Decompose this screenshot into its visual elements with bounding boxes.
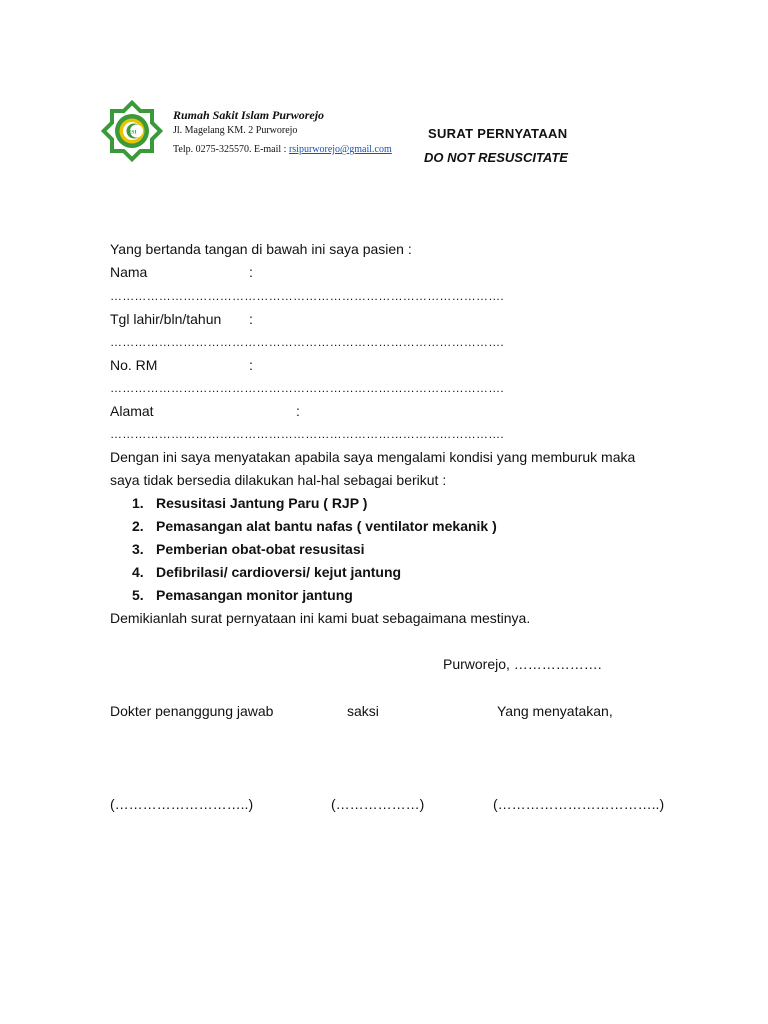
logo-text: RSI: [127, 129, 137, 136]
field-label-name: Nama: [110, 264, 148, 280]
signature-line-witness[interactable]: (………………): [331, 796, 425, 812]
field-label-address: Alamat: [110, 403, 154, 419]
field-label-birthdate: Tgl lahir/bln/tahun: [110, 311, 222, 327]
list-item: [110, 584, 497, 607]
hospital-email-link[interactable]: rsipurworejo@gmail.com: [288, 144, 392, 155]
list-item: [110, 515, 497, 538]
hospital-phone: Telp. 0275-325570. E-mail :: [173, 144, 289, 155]
place-date[interactable]: Purworejo, ……………….: [443, 656, 602, 672]
refused-procedures-list: [110, 492, 497, 607]
list-item: [110, 492, 497, 515]
list-item-text: Pemasangan alat bantu nafas ( ventilator mekanik ): [156, 518, 497, 534]
field-colon: :: [296, 403, 300, 419]
document-subtitle: DO NOT RESUSCITATE: [424, 150, 568, 165]
list-item-number: 4.: [132, 564, 144, 580]
field-dotted-line-address[interactable]: …………………………………………………………………………………….: [110, 427, 504, 441]
closing-text: Demikianlah surat pernyataan ini kami buat sebagaimana mestinya.: [110, 610, 531, 626]
field-dotted-line-birthdate[interactable]: …………………………………………………………………………………….: [110, 335, 504, 349]
statement-line-2: saya tidak bersedia dilakukan hal-hal sebagai berikut :: [110, 472, 447, 488]
field-label-medical-record: No. RM: [110, 357, 158, 373]
signature-line-doctor[interactable]: (………………………..): [110, 796, 254, 812]
list-item-number: 3.: [132, 541, 144, 557]
list-item-text: Pemasangan monitor jantung: [156, 587, 353, 603]
list-item-number: 5.: [132, 587, 144, 603]
signatory-declarant-label: Yang menyatakan,: [497, 703, 613, 719]
list-item: [110, 538, 497, 561]
field-dotted-line-name[interactable]: …………………………………………………………………………………….: [110, 289, 504, 303]
list-item-number: 2.: [132, 518, 144, 534]
hospital-logo: [101, 100, 163, 162]
field-dotted-line-medical-record[interactable]: …………………………………………………………………………………….: [110, 381, 504, 395]
signature-line-declarant[interactable]: (……………………………..): [493, 796, 665, 812]
list-item-text: Defibrilasi/ cardioversi/ kejut jantung: [156, 564, 402, 580]
field-colon: :: [249, 264, 253, 280]
signatory-witness-label: saksi: [347, 703, 379, 719]
list-item-text: Pemberian obat-obat resusitasi: [156, 541, 365, 557]
signatory-doctor-label: Dokter penanggung jawab: [110, 703, 274, 719]
field-colon: :: [249, 357, 253, 373]
list-item-text: Resusitasi Jantung Paru ( RJP ): [156, 495, 368, 511]
hospital-address: Jl. Magelang KM. 2 Purworejo: [173, 125, 298, 136]
document-title: SURAT PERNYATAAN: [428, 126, 568, 141]
hospital-name: Rumah Sakit Islam Purworejo: [173, 108, 325, 122]
list-item-number: 1.: [132, 495, 144, 511]
list-item: [110, 561, 497, 584]
field-colon: :: [249, 311, 253, 327]
statement-line-1: Dengan ini saya menyatakan apabila saya mengalami kondisi yang memburuk maka: [110, 449, 636, 465]
intro-text: Yang bertanda tangan di bawah ini saya pasien :: [110, 241, 412, 257]
hospital-contact: [173, 144, 392, 155]
